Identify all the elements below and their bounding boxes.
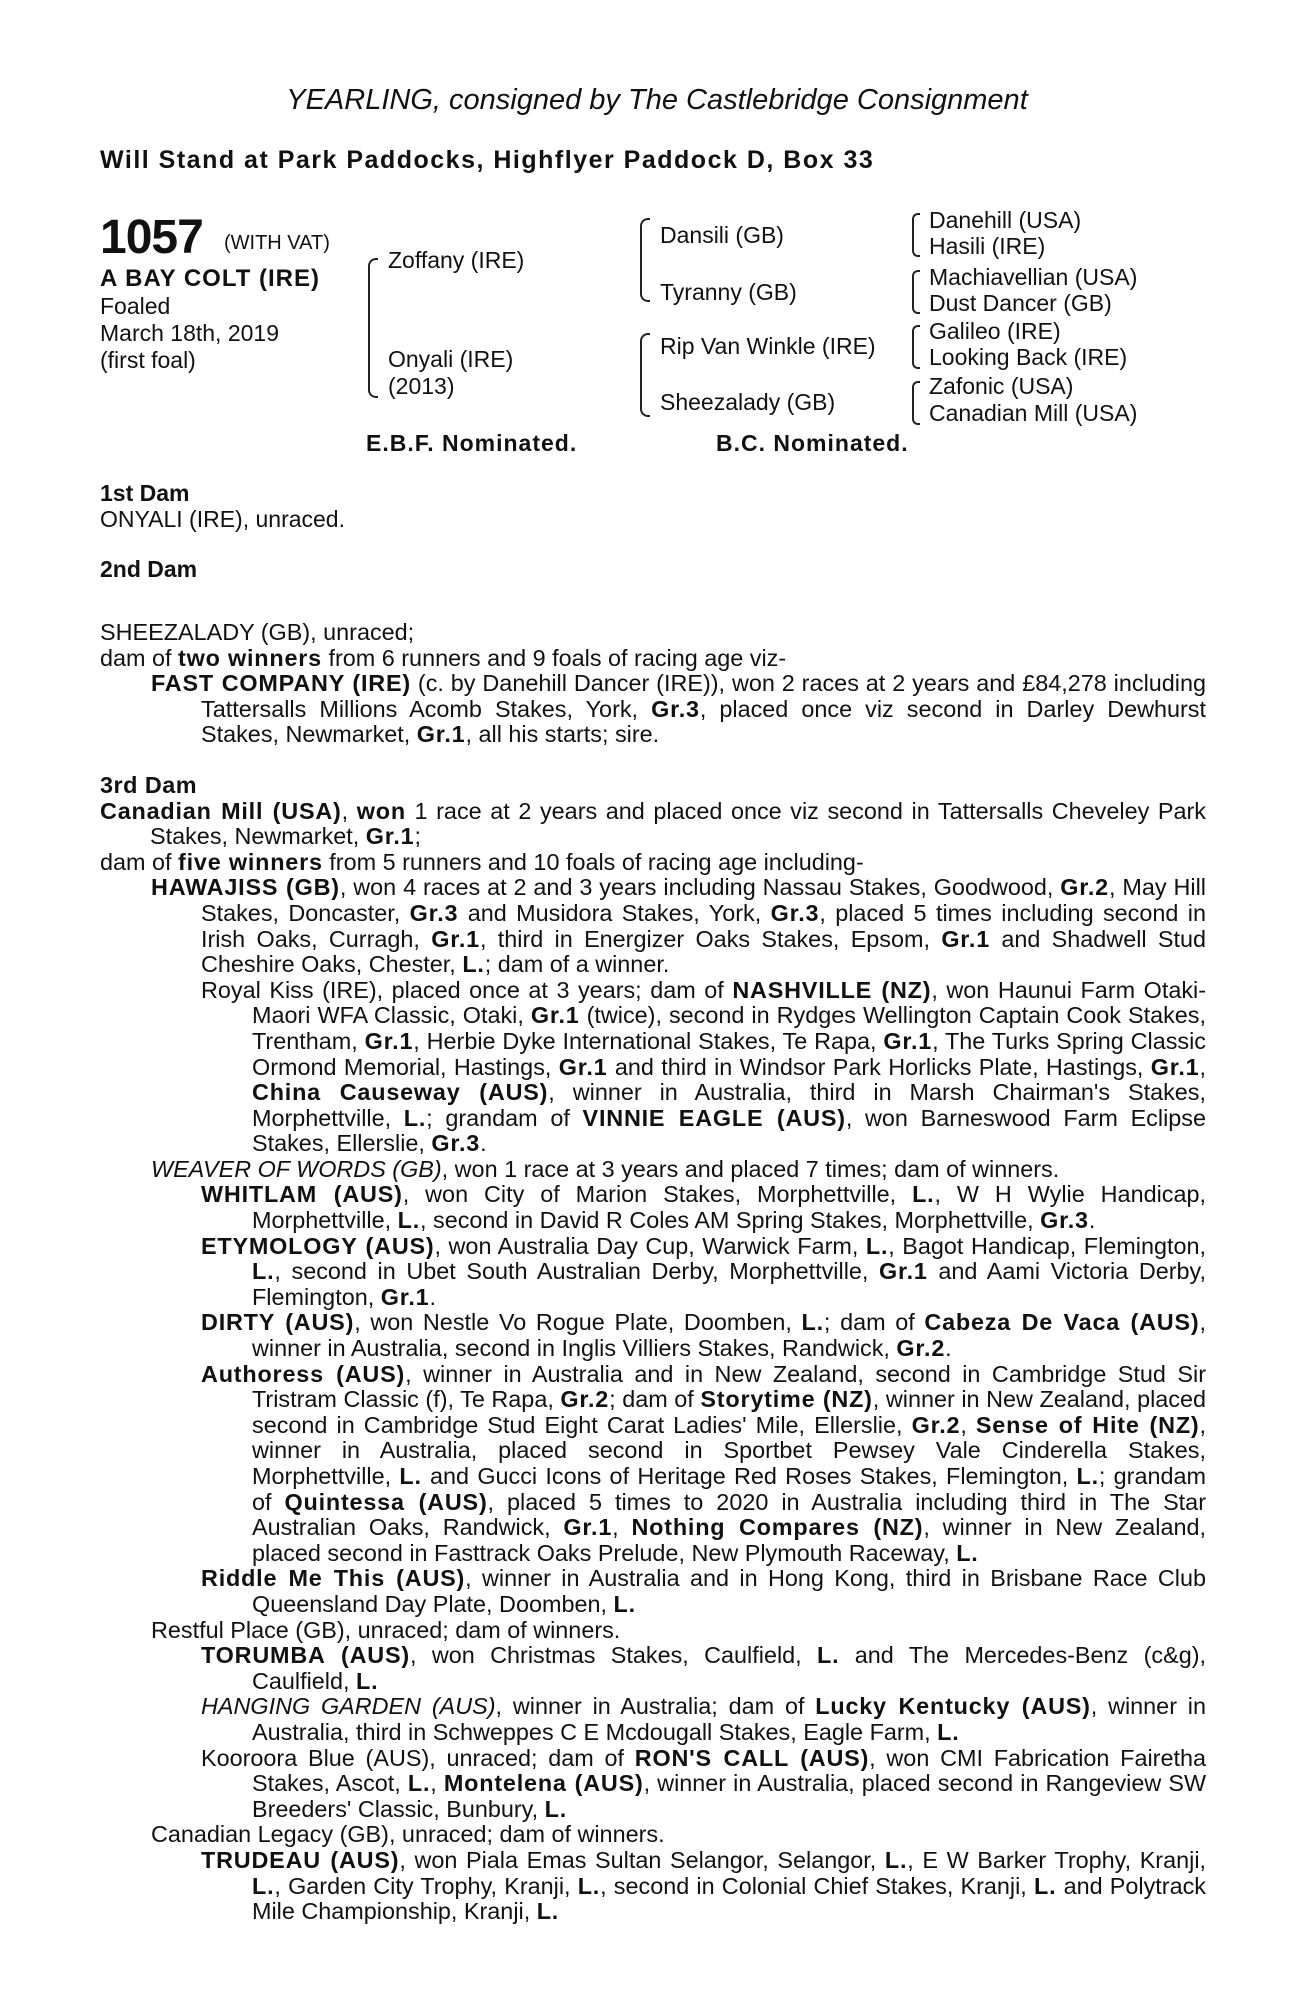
foaled-date: March 18th, 2019 (100, 320, 280, 346)
ancestor-name: Looking Back (IRE) (929, 344, 1128, 370)
authoress-entry: Authoress (AUS), winner in Australia and in New Zealand, second in Cambridge Stud Sir Tristram Classic (f), Te Rapa, Gr.2; dam of Storytime (NZ), winner in New Zealand, placed second in Cambridge Stud Eight Carat Ladies' Mile, Ellerslie, Gr.2, Sense of Hite (NZ), winner in Australia, placed second in Sportbet Pewsey Vale Cinderella Stakes, Morphettville, L. and Gucci Icons of Heritage Red Roses Stakes, Flemington, L.; grandam of Quintessa (AUS), placed 5 times to 2020 in Australia including third in The Star Australian Oaks, Randwick, Gr.1, Nothing Compares (NZ), winner in New Zealand, placed second in Fasttrack Oaks Prelude, New Plymouth Raceway, L. (201, 1360, 1207, 1566)
second-dam-produce-count: dam of two winners from 6 runners and 9 foals of racing age viz- (100, 644, 787, 671)
hanging-garden-entry: HANGING GARDEN (AUS), winner in Australia; dam of Lucky Kentucky (AUS), winner in Australia, third in Schweppes C E Mcdougall Stakes, Eagle Farm, L. (201, 1693, 1207, 1745)
torumba-entry: TORUMBA (AUS), won Christmas Stakes, Caulfield, L. and The Mercedes-Benz (c&g), Caulfield, L. (201, 1642, 1206, 1694)
bc-nomination: B.C. Nominated. (716, 430, 909, 456)
hawajiss-entry: HAWAJISS (GB), won 4 races at 2 and 3 years including Nassau Stakes, Goodwood, Gr.2, May Hill Stakes, Doncaster, Gr.3 and Musidora Stakes, York, Gr.3, placed 5 times including second in Irish Oaks, Curragh, Gr.1, third in Energizer Oaks Stakes, Epsom, Gr.1 and Shadwell Stud Cheshire Oaks, Chester, L.; dam of a winner. (151, 874, 1207, 978)
third-dam-produce-count: dam of five winners from 5 runners and 10 foals of racing age including- (100, 848, 864, 875)
first-dam-heading: 1st Dam (100, 480, 190, 506)
trudeau-entry: TRUDEAU (AUS), won Piala Emas Sultan Selangor, Selangor, L., E W Barker Trophy, Kranji, L., Garden City Trophy, Kranji, L., second in Colonial Chief Stakes, Kranji, L. and Polytrack Mile Championship, Kranji, L. (201, 1846, 1207, 1925)
horse-description: A BAY COLT (IRE) (100, 265, 321, 292)
lot-number: 1057 (100, 211, 203, 264)
dansili-brace (912, 213, 920, 257)
rip-van-winkle-brace (912, 325, 920, 369)
canadian-legacy-entry: Canadian Legacy (GB), unraced; dam of winners. (151, 1821, 665, 1848)
dam-sire-name: Rip Van Winkle (IRE) (660, 333, 876, 359)
consignor-line: YEARLING, consigned by The Castlebridge Consignment (286, 84, 1028, 116)
dam-line-brace (640, 333, 650, 417)
dam-year: (2013) (388, 373, 455, 399)
etymology-entry: ETYMOLOGY (AUS), won Australia Day Cup, Warwick Farm, L., Bagot Handicap, Flemington, L., second in Ubet South Australian Derby, Morphettville, Gr.1 and Aami Victoria Derby, Flemington, Gr.1. (201, 1232, 1206, 1310)
ancestor-name: Galileo (IRE) (929, 318, 1061, 344)
ancestor-name: Machiavellian (USA) (929, 264, 1138, 290)
second-dam-summary: SHEEZALADY (GB), unraced; (100, 619, 415, 645)
fast-company-entry: FAST COMPANY (IRE) (c. by Danehill Dancer (IRE)), won 2 races at 2 years and £84,278 including Tattersalls Millions Acomb Stakes, York, Gr.3, placed once viz second in Darley Dewhurst Stakes, Newmarket, Gr.1, all his starts; sire. (151, 670, 1206, 748)
dirty-entry: DIRTY (AUS), won Nestle Vo Rogue Plate, Doomben, L.; dam of Cabeza De Vaca (AUS), winner in Australia, second in Inglis Villiers Stakes, Randwick, Gr.2. (201, 1309, 1206, 1362)
sheezalady-brace (912, 381, 920, 425)
ancestor-name: Canadian Mill (USA) (929, 400, 1138, 426)
dam-name: Onyali (IRE) (388, 346, 514, 372)
tyranny-brace (912, 270, 920, 314)
sire-name: Zoffany (IRE) (388, 247, 525, 273)
stand-location: Will Stand at Park Paddocks, Highflyer Paddock D, Box 33 (100, 146, 875, 174)
ancestor-name: Danehill (USA) (929, 207, 1082, 233)
produce-record (100, 620, 1206, 1925)
first-dam-text: ONYALI (IRE), unraced. (100, 506, 345, 532)
sire-dam-brace (368, 258, 378, 398)
ancestor-name: Zafonic (USA) (929, 373, 1074, 399)
sire-sire-name: Dansili (GB) (660, 222, 784, 248)
sire-line-brace (640, 218, 650, 302)
kooroora-blue-entry: Kooroora Blue (AUS), unraced; dam of RON'S CALL (AUS), won CMI Fabrication Fairetha Stakes, Ascot, L., Montelena (AUS), winner in Australia, placed second in Rangeview SW Breeders' Classic, Bunbury, L. (201, 1744, 1207, 1822)
restful-place-entry: Restful Place (GB), unraced; dam of winners. (151, 1616, 621, 1643)
ebf-nomination: E.B.F. Nominated. (366, 430, 578, 456)
ancestor-name: Dust Dancer (GB) (929, 290, 1112, 316)
whitlam-entry: WHITLAM (AUS), won City of Marion Stakes, Morphettville, L., W H Wylie Handicap, Morphettville, L., second in David R Coles AM Spring Stakes, Morphettville, Gr.3. (201, 1181, 1206, 1234)
second-dam-heading: 2nd Dam (100, 556, 198, 582)
first-foal-note: (first foal) (100, 347, 196, 373)
ancestor-name: Hasili (IRE) (929, 233, 1046, 259)
canadian-mill-entry: Canadian Mill (USA), won 1 race at 2 years and placed once viz second in Tattersalls Cheveley Park Stakes, Newmarket, Gr.1; (100, 797, 1206, 850)
dam-dam-name: Sheezalady (GB) (660, 389, 836, 415)
foaled-label: Foaled (100, 293, 171, 319)
riddle-me-this-entry: Riddle Me This (AUS), winner in Australia and in Hong Kong, third in Brisbane Race Club Queensland Day Plate, Doomben, L. (201, 1565, 1206, 1617)
third-dam-heading: 3rd Dam (100, 771, 198, 798)
sire-dam-name: Tyranny (GB) (660, 279, 797, 305)
vat-note: (WITH VAT) (224, 232, 330, 254)
royal-kiss-entry: Royal Kiss (IRE), placed once at 3 years; dam of NASHVILLE (NZ), won Haunui Farm Otaki-Maori WFA Classic, Otaki, Gr.1 (twice), second in Rydges Wellington Captain Cook Stakes, Trentham, Gr.1, Herbie Dyke International Stakes, Te Rapa, Gr.1, The Turks Spring Classic Ormond Memorial, Hastings, Gr.1 and third in Windsor Park Horlicks Plate, Hastings, Gr.1, China Causeway (AUS), winner in Australia, third in Marsh Chairman's Stakes, Morphettville, L.; grandam of VINNIE EAGLE (AUS), won Barneswood Farm Eclipse Stakes, Ellerslie, Gr.3. (201, 976, 1207, 1157)
weaver-of-words-entry: WEAVER OF WORDS (GB), won 1 race at 3 years and placed 7 times; dam of winners. (151, 1155, 1060, 1182)
